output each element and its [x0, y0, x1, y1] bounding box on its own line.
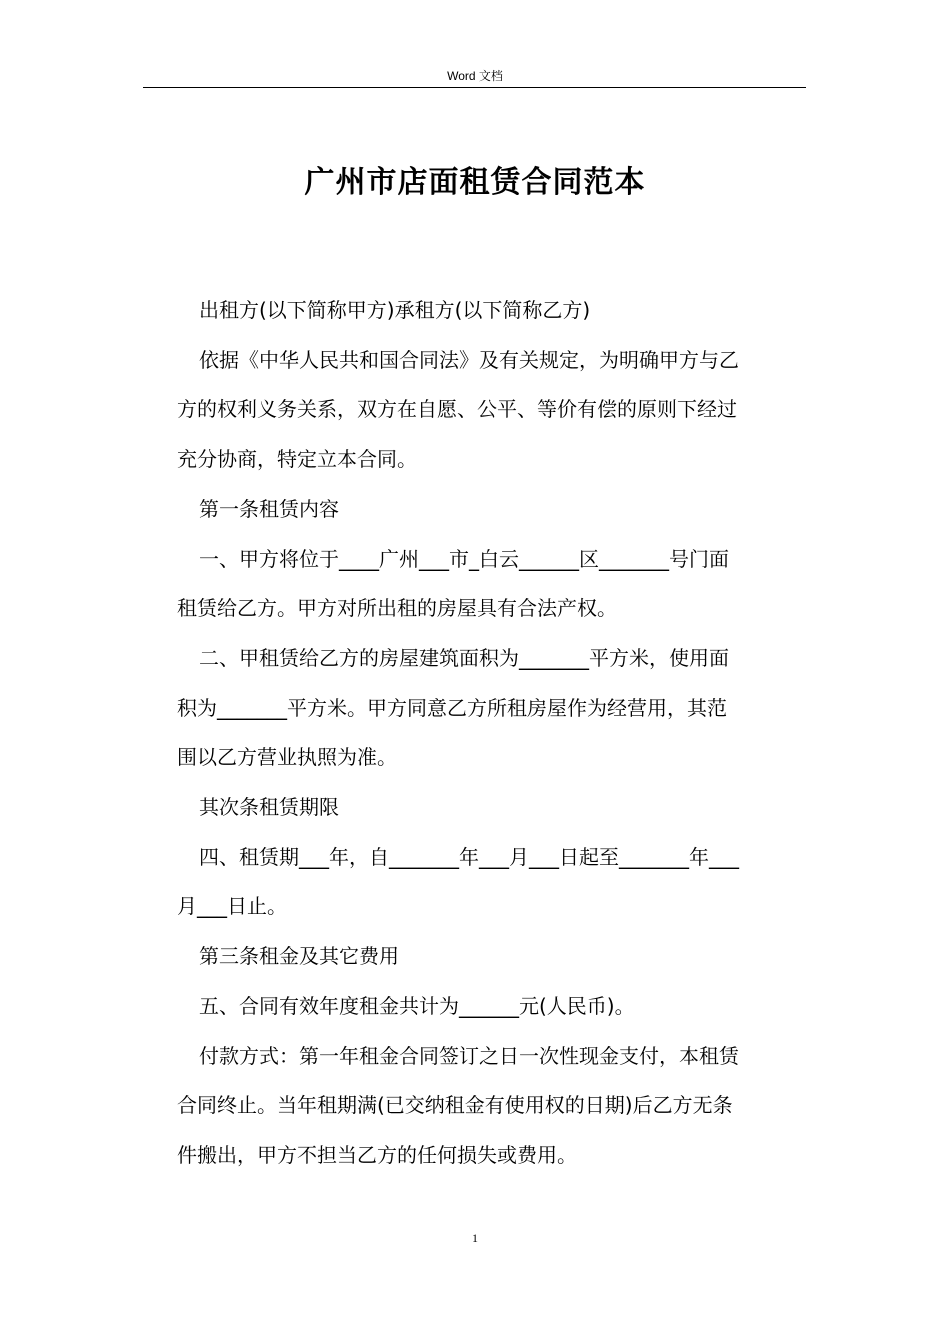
- header-divider: [143, 87, 806, 88]
- paragraph-line: 月___日止。: [177, 894, 287, 919]
- section-heading: 其次条租赁期限: [199, 795, 339, 820]
- document-body: [177, 286, 807, 1181]
- section-heading: 第一条租赁内容: [199, 496, 339, 521]
- paragraph-line: 合同终止。当年租期满(已交纳租金有使用权的日期)后乙方无条: [177, 1093, 733, 1118]
- paragraph-line: 付款方式：第一年租金合同签订之日一次性现金支付，本租赁: [199, 1043, 739, 1068]
- paragraph-line: 五、合同有效年度租金共计为______元(人民币)。: [199, 993, 635, 1018]
- paragraph-line: 充分协商，特定立本合同。: [177, 447, 417, 472]
- paragraph-line: 一、甲方将位于____广州___市_白云______区_______号门面: [199, 546, 729, 571]
- page-number: 1: [472, 1231, 478, 1245]
- paragraph-line: 租赁给乙方。甲方对所出租的房屋具有合法产权。: [177, 596, 617, 621]
- party-line: 出租方(以下简称甲方)承租方(以下简称乙方): [199, 298, 591, 322]
- paragraph-line: 四、租赁期___年，自_______年___月___日起至_______年___: [199, 844, 739, 869]
- page-header: Word 文档: [447, 69, 503, 83]
- paragraph-line: 积为_______平方米。甲方同意乙方所租房屋作为经营用，其范: [177, 695, 727, 720]
- paragraph-line: 围以乙方营业执照为准。: [177, 745, 397, 770]
- paragraph-line: 依据《中华人民共和国合同法》及有关规定，为明确甲方与乙: [199, 347, 739, 372]
- paragraph-line: 方的权利义务关系，双方在自愿、公平、等价有偿的原则下经过: [177, 397, 737, 422]
- section-heading: 第三条租金及其它费用: [199, 944, 399, 969]
- document-title: 广州市店面租赁合同范本: [304, 165, 646, 200]
- paragraph-line: 件搬出，甲方不担当乙方的任何损失或费用。: [177, 1142, 577, 1167]
- paragraph-line: 二、甲租赁给乙方的房屋建筑面积为_______平方米，使用面: [199, 645, 729, 670]
